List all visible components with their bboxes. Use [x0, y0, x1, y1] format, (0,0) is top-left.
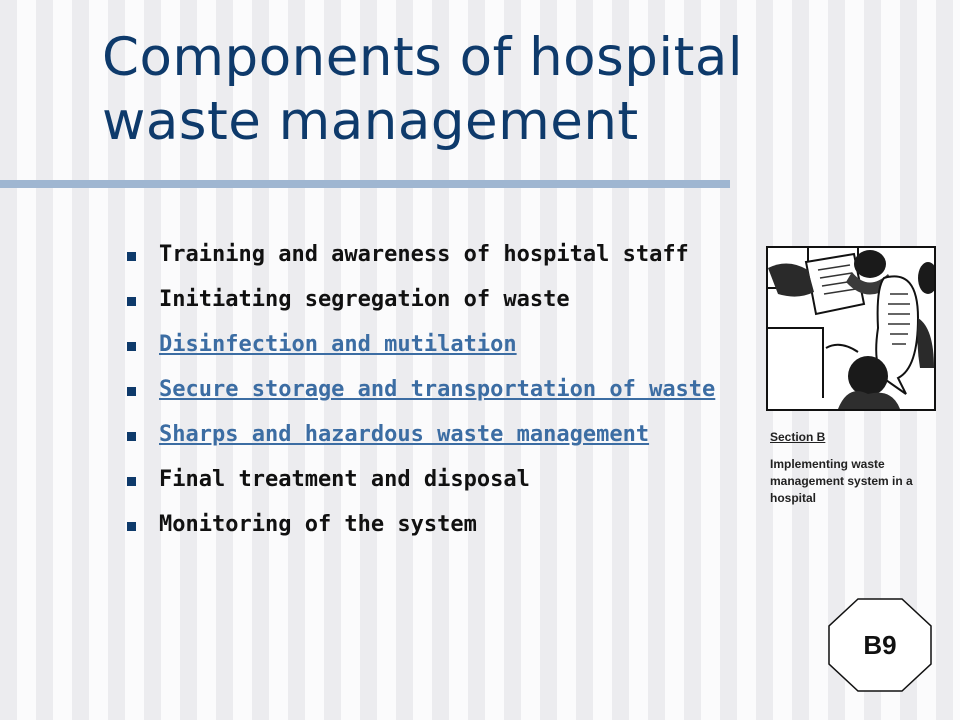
badge-label: B9: [863, 629, 897, 660]
title-divider: [0, 180, 730, 188]
bullet-text: Final treatment and disposal: [159, 467, 530, 492]
bullet-item: [127, 240, 737, 270]
bullet-list: [127, 240, 737, 555]
slide-title-line-1: Components of hospital: [102, 27, 744, 88]
bullet-text: Training and awareness of hospital staff: [159, 242, 689, 267]
bullet-item: [127, 510, 737, 540]
bullet-square-icon: [127, 252, 136, 261]
bullet-square-icon: [127, 387, 136, 396]
section-link[interactable]: Section B: [770, 430, 826, 444]
bullet-square-icon: [127, 522, 136, 531]
bullet-square-icon: [127, 477, 136, 486]
bullet-item: [127, 465, 737, 495]
bullet-square-icon: [127, 297, 136, 306]
bullet-link-sharps-hazardous[interactable]: Sharps and hazardous waste management: [159, 422, 650, 447]
bullet-text: Monitoring of the system: [159, 512, 477, 537]
bullet-item: [127, 420, 737, 450]
slide-badge: [828, 598, 932, 692]
bullet-item: [127, 330, 737, 360]
slide-title: [102, 26, 822, 154]
bullet-text: Initiating segregation of waste: [159, 287, 570, 312]
bullet-link-storage-transport[interactable]: Secure storage and transportation of waste: [159, 377, 716, 402]
section-description: Implementing waste management system in a hospital: [770, 457, 913, 505]
bullet-item: [127, 375, 737, 405]
bullet-link-disinfection[interactable]: Disinfection and mutilation: [159, 332, 517, 357]
bullet-square-icon: [127, 342, 136, 351]
people-meeting-illustration-icon: [766, 246, 936, 411]
slide-title-line-2: waste management: [102, 91, 639, 152]
bullet-item: [127, 285, 737, 315]
bullet-square-icon: [127, 432, 136, 441]
